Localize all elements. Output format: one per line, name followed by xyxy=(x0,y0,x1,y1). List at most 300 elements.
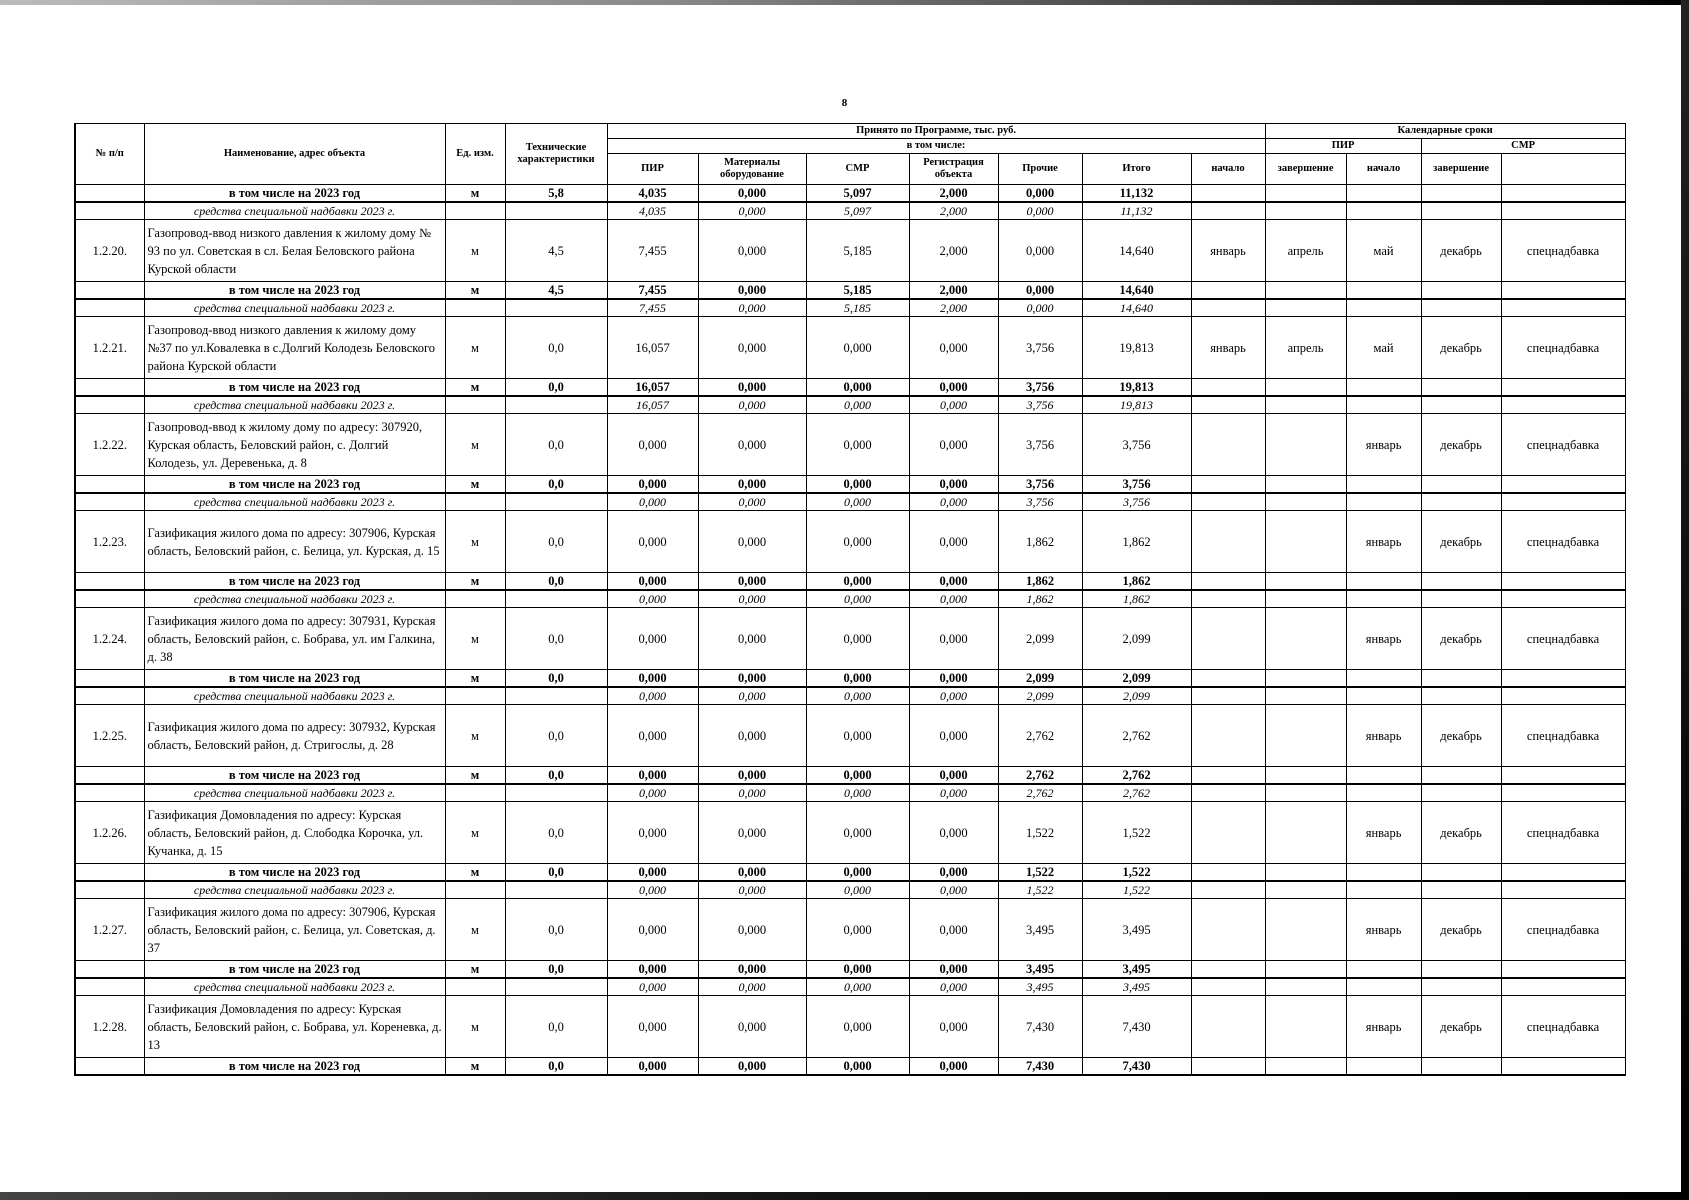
unit: м xyxy=(445,185,505,203)
unit: м xyxy=(445,414,505,476)
smr-value: 0,000 xyxy=(806,767,909,785)
registration-value: 0,000 xyxy=(909,414,998,476)
pir-start xyxy=(1191,784,1265,802)
row-number xyxy=(75,1058,144,1076)
pir-start xyxy=(1191,202,1265,220)
pir-end xyxy=(1265,379,1346,397)
total-value: 1,862 xyxy=(1082,511,1191,573)
financing-source xyxy=(1501,864,1625,882)
total-value: 1,522 xyxy=(1082,864,1191,882)
header-group-program: Принято по Программе, тыс. руб. xyxy=(607,124,1265,139)
pir-end xyxy=(1265,608,1346,670)
table-row-item xyxy=(75,705,1625,767)
smr-end: декабрь xyxy=(1421,802,1501,864)
registration-value: 0,000 xyxy=(909,317,998,379)
smr-value: 0,000 xyxy=(806,899,909,961)
financing-source: спецнадбавка xyxy=(1501,511,1625,573)
unit: м xyxy=(445,282,505,300)
smr-value: 0,000 xyxy=(806,881,909,899)
object-name: в том числе на 2023 год xyxy=(144,670,445,688)
pir-start xyxy=(1191,864,1265,882)
pir-value: 4,035 xyxy=(607,202,698,220)
tech-spec xyxy=(505,978,607,996)
smr-end xyxy=(1421,396,1501,414)
unit: м xyxy=(445,996,505,1058)
pir-value: 7,455 xyxy=(607,282,698,300)
smr-start xyxy=(1346,864,1421,882)
smr-start xyxy=(1346,784,1421,802)
registration-value: 0,000 xyxy=(909,608,998,670)
row-number: 1.2.22. xyxy=(75,414,144,476)
row-number xyxy=(75,476,144,494)
pir-start xyxy=(1191,802,1265,864)
materials-value: 0,000 xyxy=(698,961,806,979)
smr-start xyxy=(1346,396,1421,414)
smr-value: 5,097 xyxy=(806,202,909,220)
unit: м xyxy=(445,767,505,785)
unit xyxy=(445,881,505,899)
pir-end xyxy=(1265,282,1346,300)
financing-source xyxy=(1501,493,1625,511)
pir-value: 0,000 xyxy=(607,1058,698,1076)
financing-source xyxy=(1501,1058,1625,1076)
unit xyxy=(445,978,505,996)
table-row-item xyxy=(75,511,1625,573)
pir-value: 0,000 xyxy=(607,687,698,705)
financing-source: спецнадбавка xyxy=(1501,802,1625,864)
object-name: Газификация Домовладения по адресу: Курская область, Беловский район, д. Слободка Корочка, ул. Кучанка, д. 15 xyxy=(144,802,445,864)
total-value: 14,640 xyxy=(1082,220,1191,282)
pir-start xyxy=(1191,961,1265,979)
registration-value: 2,000 xyxy=(909,220,998,282)
materials-value: 0,000 xyxy=(698,802,806,864)
header-cal-pir: ПИР xyxy=(1265,139,1421,154)
pir-end xyxy=(1265,493,1346,511)
financing-source xyxy=(1501,590,1625,608)
tech-spec: 0,0 xyxy=(505,414,607,476)
table-row-special xyxy=(75,978,1625,996)
registration-value: 0,000 xyxy=(909,881,998,899)
page-number: 8 xyxy=(841,97,848,109)
pir-end xyxy=(1265,1058,1346,1076)
total-value: 11,132 xyxy=(1082,185,1191,203)
smr-end xyxy=(1421,784,1501,802)
pir-value: 0,000 xyxy=(607,899,698,961)
total-value: 19,813 xyxy=(1082,396,1191,414)
scan-edge-top xyxy=(0,0,1689,5)
other-value: 3,495 xyxy=(998,961,1082,979)
financing-source: спецнадбавка xyxy=(1501,317,1625,379)
total-value: 2,762 xyxy=(1082,767,1191,785)
other-value: 3,495 xyxy=(998,899,1082,961)
pir-value: 16,057 xyxy=(607,396,698,414)
smr-start xyxy=(1346,282,1421,300)
pir-value: 0,000 xyxy=(607,670,698,688)
tech-spec xyxy=(505,687,607,705)
tech-spec xyxy=(505,202,607,220)
tech-spec: 0,0 xyxy=(505,608,607,670)
registration-value: 0,000 xyxy=(909,978,998,996)
materials-value: 0,000 xyxy=(698,299,806,317)
object-name: в том числе на 2023 год xyxy=(144,1058,445,1076)
header-cal-smr: СМР xyxy=(1421,139,1625,154)
smr-end: декабрь xyxy=(1421,511,1501,573)
header-num: № п/п xyxy=(75,124,144,185)
registration-value: 0,000 xyxy=(909,802,998,864)
pir-start xyxy=(1191,978,1265,996)
smr-end xyxy=(1421,573,1501,591)
pir-start xyxy=(1191,590,1265,608)
smr-start: январь xyxy=(1346,511,1421,573)
row-number xyxy=(75,670,144,688)
object-name: средства специальной надбавки 2023 г. xyxy=(144,202,445,220)
tech-spec: 0,0 xyxy=(505,511,607,573)
smr-end xyxy=(1421,1058,1501,1076)
total-value: 2,762 xyxy=(1082,705,1191,767)
header-smr-end: завершение xyxy=(1421,154,1501,185)
table-row-item xyxy=(75,317,1625,379)
total-value: 3,756 xyxy=(1082,493,1191,511)
tech-spec xyxy=(505,881,607,899)
table-row-subtotal xyxy=(75,670,1625,688)
total-value: 1,522 xyxy=(1082,881,1191,899)
pir-end xyxy=(1265,670,1346,688)
smr-value: 0,000 xyxy=(806,590,909,608)
object-name: в том числе на 2023 год xyxy=(144,864,445,882)
registration-value: 0,000 xyxy=(909,670,998,688)
table-row-subtotal xyxy=(75,864,1625,882)
smr-start xyxy=(1346,379,1421,397)
object-name: средства специальной надбавки 2023 г. xyxy=(144,396,445,414)
table-row-item xyxy=(75,414,1625,476)
other-value: 2,099 xyxy=(998,670,1082,688)
other-value: 2,099 xyxy=(998,608,1082,670)
tech-spec: 4,5 xyxy=(505,282,607,300)
smr-value: 0,000 xyxy=(806,414,909,476)
unit: м xyxy=(445,802,505,864)
pir-end xyxy=(1265,881,1346,899)
pir-value: 0,000 xyxy=(607,590,698,608)
row-number: 1.2.26. xyxy=(75,802,144,864)
tech-spec: 0,0 xyxy=(505,476,607,494)
other-value: 1,862 xyxy=(998,511,1082,573)
table-body xyxy=(75,185,1625,1076)
row-number xyxy=(75,590,144,608)
pir-end xyxy=(1265,687,1346,705)
registration-value: 0,000 xyxy=(909,379,998,397)
row-number: 1.2.24. xyxy=(75,608,144,670)
row-number xyxy=(75,784,144,802)
other-value: 0,000 xyxy=(998,202,1082,220)
tech-spec xyxy=(505,299,607,317)
pir-end xyxy=(1265,705,1346,767)
table-row-special xyxy=(75,881,1625,899)
table-row-item xyxy=(75,220,1625,282)
materials-value: 0,000 xyxy=(698,379,806,397)
object-name: средства специальной надбавки 2023 г. xyxy=(144,978,445,996)
smr-start xyxy=(1346,687,1421,705)
materials-value: 0,000 xyxy=(698,687,806,705)
financing-source xyxy=(1501,573,1625,591)
other-value: 3,756 xyxy=(998,476,1082,494)
tech-spec xyxy=(505,784,607,802)
total-value: 11,132 xyxy=(1082,202,1191,220)
financing-source xyxy=(1501,687,1625,705)
tech-spec: 0,0 xyxy=(505,670,607,688)
pir-value: 0,000 xyxy=(607,802,698,864)
pir-end xyxy=(1265,784,1346,802)
smr-end xyxy=(1421,476,1501,494)
registration-value: 0,000 xyxy=(909,784,998,802)
materials-value: 0,000 xyxy=(698,185,806,203)
object-name: средства специальной надбавки 2023 г. xyxy=(144,299,445,317)
row-number: 1.2.28. xyxy=(75,996,144,1058)
pir-start xyxy=(1191,670,1265,688)
smr-start: январь xyxy=(1346,608,1421,670)
smr-end: декабрь xyxy=(1421,317,1501,379)
table-row-subtotal xyxy=(75,379,1625,397)
smr-end xyxy=(1421,687,1501,705)
header-pir-start: начало xyxy=(1191,154,1265,185)
materials-value: 0,000 xyxy=(698,899,806,961)
other-value: 0,000 xyxy=(998,299,1082,317)
object-name: средства специальной надбавки 2023 г. xyxy=(144,590,445,608)
pir-start xyxy=(1191,282,1265,300)
row-number xyxy=(75,573,144,591)
unit xyxy=(445,493,505,511)
pir-end xyxy=(1265,899,1346,961)
tech-spec: 0,0 xyxy=(505,379,607,397)
other-value: 1,522 xyxy=(998,881,1082,899)
table-row-special xyxy=(75,299,1625,317)
object-name: Газификация жилого дома по адресу: 307906, Курская область, Беловский район, с. Белица, ул. Советская, д. 37 xyxy=(144,899,445,961)
table-row-subtotal xyxy=(75,767,1625,785)
header-smr: СМР xyxy=(806,154,909,185)
total-value: 2,099 xyxy=(1082,608,1191,670)
pir-end xyxy=(1265,396,1346,414)
row-number xyxy=(75,379,144,397)
smr-value: 0,000 xyxy=(806,573,909,591)
tech-spec: 0,0 xyxy=(505,705,607,767)
smr-end: декабрь xyxy=(1421,220,1501,282)
pir-value: 0,000 xyxy=(607,881,698,899)
smr-value: 5,185 xyxy=(806,299,909,317)
row-number xyxy=(75,299,144,317)
registration-value: 0,000 xyxy=(909,573,998,591)
smr-end: декабрь xyxy=(1421,414,1501,476)
materials-value: 0,000 xyxy=(698,767,806,785)
pir-end xyxy=(1265,590,1346,608)
other-value: 0,000 xyxy=(998,220,1082,282)
pir-value: 0,000 xyxy=(607,414,698,476)
financing-source xyxy=(1501,185,1625,203)
object-name: в том числе на 2023 год xyxy=(144,476,445,494)
table-row-special xyxy=(75,396,1625,414)
materials-value: 0,000 xyxy=(698,220,806,282)
registration-value: 0,000 xyxy=(909,590,998,608)
financing-source: спецнадбавка xyxy=(1501,705,1625,767)
smr-end xyxy=(1421,282,1501,300)
other-value: 3,756 xyxy=(998,414,1082,476)
other-value: 3,756 xyxy=(998,396,1082,414)
registration-value: 0,000 xyxy=(909,961,998,979)
object-name: Газификация жилого дома по адресу: 307932, Курская область, Беловский район, д. Стригослы, д. 28 xyxy=(144,705,445,767)
scan-edge-right xyxy=(1681,0,1689,1200)
pir-value: 0,000 xyxy=(607,978,698,996)
total-value: 19,813 xyxy=(1082,379,1191,397)
pir-start xyxy=(1191,899,1265,961)
financing-source: спецнадбавка xyxy=(1501,414,1625,476)
materials-value: 0,000 xyxy=(698,282,806,300)
smr-value: 0,000 xyxy=(806,802,909,864)
tech-spec: 0,0 xyxy=(505,573,607,591)
pir-end xyxy=(1265,511,1346,573)
pir-start xyxy=(1191,299,1265,317)
materials-value: 0,000 xyxy=(698,705,806,767)
smr-value: 0,000 xyxy=(806,961,909,979)
total-value: 1,522 xyxy=(1082,802,1191,864)
smr-start xyxy=(1346,961,1421,979)
header-name: Наименование, адрес объекта xyxy=(144,124,445,185)
total-value: 1,862 xyxy=(1082,590,1191,608)
tech-spec: 0,0 xyxy=(505,767,607,785)
pir-end: апрель xyxy=(1265,317,1346,379)
financing-source xyxy=(1501,379,1625,397)
unit: м xyxy=(445,608,505,670)
total-value: 2,099 xyxy=(1082,687,1191,705)
financing-source xyxy=(1501,396,1625,414)
header-group-calendar: Календарные сроки xyxy=(1265,124,1625,139)
unit xyxy=(445,784,505,802)
unit: м xyxy=(445,864,505,882)
pir-start xyxy=(1191,185,1265,203)
object-name: Газификация Домовладения по адресу: Курская область, Беловский район, с. Бобрава, ул. Кореневка, д. 13 xyxy=(144,996,445,1058)
pir-start xyxy=(1191,476,1265,494)
financing-source xyxy=(1501,978,1625,996)
object-name: в том числе на 2023 год xyxy=(144,573,445,591)
total-value: 3,495 xyxy=(1082,978,1191,996)
smr-start xyxy=(1346,1058,1421,1076)
pir-start xyxy=(1191,608,1265,670)
total-value: 14,640 xyxy=(1082,299,1191,317)
object-name: в том числе на 2023 год xyxy=(144,767,445,785)
materials-value: 0,000 xyxy=(698,511,806,573)
pir-end xyxy=(1265,185,1346,203)
pir-start xyxy=(1191,414,1265,476)
pir-end xyxy=(1265,802,1346,864)
unit xyxy=(445,687,505,705)
pir-value: 16,057 xyxy=(607,379,698,397)
total-value: 3,756 xyxy=(1082,414,1191,476)
total-value: 7,430 xyxy=(1082,1058,1191,1076)
table-row-subtotal xyxy=(75,961,1625,979)
registration-value: 0,000 xyxy=(909,687,998,705)
total-value: 19,813 xyxy=(1082,317,1191,379)
registration-value: 2,000 xyxy=(909,299,998,317)
other-value: 1,522 xyxy=(998,864,1082,882)
smr-value: 0,000 xyxy=(806,784,909,802)
other-value: 1,862 xyxy=(998,590,1082,608)
smr-end xyxy=(1421,978,1501,996)
smr-value: 0,000 xyxy=(806,978,909,996)
header-registration: Регистрация объекта xyxy=(909,154,998,185)
object-name: Газопровод-ввод низкого давления к жилому дому №37 по ул.Ковалевка в с.Долгий Колодезь Беловского района Курской области xyxy=(144,317,445,379)
smr-value: 0,000 xyxy=(806,511,909,573)
smr-start xyxy=(1346,767,1421,785)
smr-value: 5,185 xyxy=(806,282,909,300)
smr-value: 0,000 xyxy=(806,996,909,1058)
table-row-item xyxy=(75,996,1625,1058)
unit: м xyxy=(445,670,505,688)
tech-spec: 0,0 xyxy=(505,899,607,961)
unit: м xyxy=(445,1058,505,1076)
row-number: 1.2.23. xyxy=(75,511,144,573)
header-smr-start: начало xyxy=(1346,154,1421,185)
row-number xyxy=(75,396,144,414)
smr-end: декабрь xyxy=(1421,705,1501,767)
table-row-subtotal xyxy=(75,1058,1625,1076)
materials-value: 0,000 xyxy=(698,996,806,1058)
pir-start xyxy=(1191,881,1265,899)
row-number xyxy=(75,881,144,899)
object-name: средства специальной надбавки 2023 г. xyxy=(144,784,445,802)
registration-value: 2,000 xyxy=(909,202,998,220)
table-row-item xyxy=(75,802,1625,864)
unit xyxy=(445,590,505,608)
row-number xyxy=(75,687,144,705)
unit: м xyxy=(445,379,505,397)
table-row-special xyxy=(75,493,1625,511)
pir-start xyxy=(1191,573,1265,591)
smr-end xyxy=(1421,881,1501,899)
object-name: Газопровод-ввод к жилому дому по адресу: 307920, Курская область, Беловский район, с. Долгий Колодезь, ул. Деревенька, д. 8 xyxy=(144,414,445,476)
pir-end xyxy=(1265,299,1346,317)
object-name: средства специальной надбавки 2023 г. xyxy=(144,881,445,899)
pir-start xyxy=(1191,996,1265,1058)
total-value: 1,862 xyxy=(1082,573,1191,591)
table-row-special xyxy=(75,202,1625,220)
registration-value: 0,000 xyxy=(909,996,998,1058)
smr-value: 0,000 xyxy=(806,687,909,705)
unit xyxy=(445,396,505,414)
smr-value: 0,000 xyxy=(806,379,909,397)
pir-start xyxy=(1191,687,1265,705)
header-total: Итого xyxy=(1082,154,1191,185)
materials-value: 0,000 xyxy=(698,573,806,591)
materials-value: 0,000 xyxy=(698,396,806,414)
pir-start xyxy=(1191,705,1265,767)
pir-value: 0,000 xyxy=(607,573,698,591)
pir-start xyxy=(1191,396,1265,414)
object-name: Газификация жилого дома по адресу: 307906, Курская область, Беловский район, с. Белица, ул. Курская, д. 15 xyxy=(144,511,445,573)
smr-end: декабрь xyxy=(1421,608,1501,670)
object-name: в том числе на 2023 год xyxy=(144,185,445,203)
smr-start: январь xyxy=(1346,802,1421,864)
smr-start xyxy=(1346,476,1421,494)
smr-value: 5,097 xyxy=(806,185,909,203)
other-value: 0,000 xyxy=(998,185,1082,203)
pir-start: январь xyxy=(1191,220,1265,282)
registration-value: 2,000 xyxy=(909,185,998,203)
header-group-incl: в том числе: xyxy=(607,139,1265,154)
smr-start xyxy=(1346,493,1421,511)
table-row-subtotal xyxy=(75,185,1625,203)
pir-value: 0,000 xyxy=(607,493,698,511)
financing-source: спецнадбавка xyxy=(1501,996,1625,1058)
pir-value: 7,455 xyxy=(607,220,698,282)
other-value: 7,430 xyxy=(998,1058,1082,1076)
smr-start xyxy=(1346,590,1421,608)
